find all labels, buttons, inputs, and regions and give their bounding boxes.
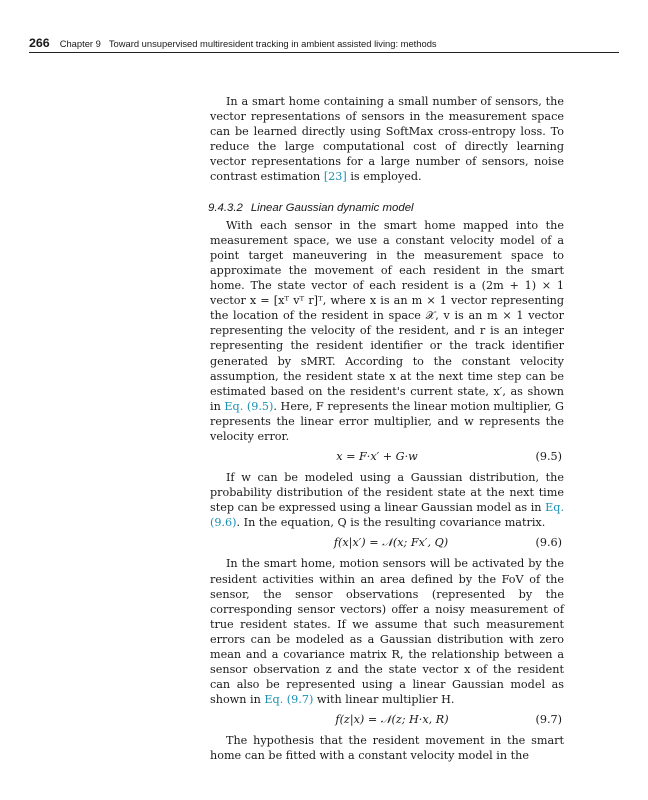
equation-9-6 [210, 532, 564, 554]
paragraph-gaussian [210, 470, 564, 530]
equation-9-5 [210, 446, 564, 468]
para1-text-3: . Here, F represents the linear motion multiplier, G represents the linear error multiplier, and w represents the velocity error. [210, 399, 564, 443]
eq-9-7-link[interactable]: Eq. (9.7) [264, 693, 314, 707]
chapter-label: Chapter 9 [59, 38, 101, 49]
para1-text-2: x = [xᵀ vᵀ r]ᵀ, where x is an m × 1 vector representing the location of the resident in space 𝒳, v is an m × 1 vector representing the velocity of the resident, and r is an integer representing the resident identifier or the track identifier generated by sMRT. According to the constant velocity assumption, the resident state x at the next time step can be estimated based on the resident's current state, x′, as shown in [210, 294, 565, 413]
equation-9-5-expr: x = F·x′ + G·w [336, 450, 418, 464]
equation-9-7 [210, 709, 564, 731]
paragraph-state-model [210, 218, 564, 444]
eq-9-6-link[interactable]: Eq. (9.6) [210, 501, 564, 530]
equation-9-7-number: (9.7) [535, 713, 562, 727]
page-number: 266 [29, 36, 50, 50]
header-rule [29, 52, 619, 53]
equation-9-7-expr: f(z|x) = 𝒩(z; H·x, R) [335, 713, 449, 727]
intro-tail: is employed. [346, 170, 422, 184]
section-number: 9.4.3.2 [208, 201, 243, 214]
running-header [29, 36, 619, 50]
paragraph-measurement [210, 556, 564, 707]
equation-9-5-number: (9.5) [535, 450, 562, 464]
para2-text-2: . In the equation, Q is the resulting covariance matrix. [236, 516, 546, 530]
para2-text-1: If w can be modeled using a Gaussian distribution, the probability distribution of the resident state at the next time step can be expressed using a linear Gaussian model as in [210, 471, 564, 515]
paragraph-hypothesis: The hypothesis that the resident movement in the smart home can be fitted with a constant velocity model in the [210, 734, 564, 763]
section-title: Linear Gaussian dynamic model [250, 201, 414, 214]
citation-link[interactable]: [23] [323, 170, 347, 184]
para3-text-2: with linear multiplier H. [313, 693, 455, 707]
intro-text: In a smart home containing a small number of sensors, the vector representations of sensors in the measurement space can be learned directly using SoftMax cross-entropy loss. To reduce the large computational cost of directly learning vector representations for a large number of sensors, noise contrast estimation [210, 95, 564, 184]
chapter-title: Toward unsupervised multiresident tracking in ambient assisted living: methods [108, 38, 437, 49]
page-body [210, 94, 564, 764]
equation-9-6-number: (9.6) [535, 536, 562, 550]
para1-text-1: With each sensor in the smart home mapped into the measurement space, we use a constant velocity model of a point target maneuvering in the measurement space to approximate the movement of each resident in the smart home. The state vector of each resident is a (2m + 1) × 1 vector [210, 218, 564, 308]
section-heading [208, 201, 564, 216]
equation-9-6-expr: f(x|x′) = 𝒩(x; Fx′, Q) [333, 536, 449, 550]
para3-text-1: In the smart home, motion sensors will be activated by the resident activities within an area defined by the FoV of the sensor, the sensor observations (represented by the corresponding sensor vectors) offer a noisy measurement of true resident states. If we assume that such measurement errors can be modeled as a Gaussian distribution with zero mean and a covariance matrix R, the relationship between a sensor observation z and the state vector x of the resident can also be represented using a linear Gaussian model as shown in [210, 557, 564, 707]
intro-paragraph [210, 94, 564, 185]
eq-9-5-link[interactable]: Eq. (9.5) [224, 399, 274, 413]
